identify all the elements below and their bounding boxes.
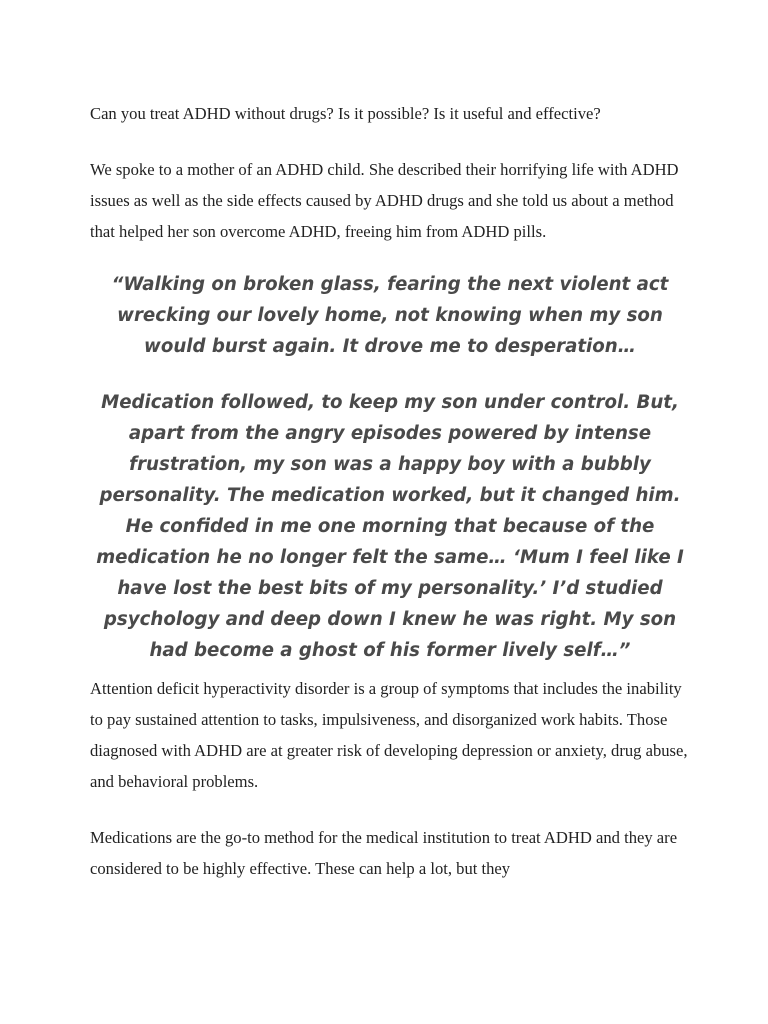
quote-part-1: “Walking on broken glass, fearing the next violent act wrecking our lovely home, not knowing when my son would burst again. It drove me to desperation… (111, 274, 669, 357)
medications-paragraph: Medications are the go-to method for the medical institution to treat ADHD and they are considered to be highly effective. These can help a lot, but they (90, 828, 678, 878)
intro-paragraph: Can you treat ADHD without drugs? Is it possible? Is it useful and effective? (90, 104, 601, 123)
story-paragraph: We spoke to a mother of an ADHD child. She described their horrifying life with ADHD issues as well as the side effects caused by ADHD drugs and she told us about a method that helped her son overcome ADHD, freeing him from ADHD pills. (90, 160, 679, 241)
quote-part-2: Medication followed, to keep my son under control. But, apart from the angry episodes powered by intense frustration, my son was a happy boy with a bubbly personality. The medication worked, but it changed him. He confided in me one morning that because of the medication he no longer felt the same… ‘Mum I feel like I have lost the best bits of my personality.’ I’d studied psychology and deep down I knew he was right. My son had become a ghost of his former lively self…” (96, 392, 684, 661)
article-body (90, 98, 690, 884)
adhd-definition-paragraph: Attention deficit hyperactivity disorder is a group of symptoms that includes the inability to pay sustained attention to tasks, impulsiveness, and disorganized work habits. Those diagnosed with ADHD are at greater risk of developing depression or anxiety, drug abuse, and behavioral problems. (90, 679, 688, 791)
